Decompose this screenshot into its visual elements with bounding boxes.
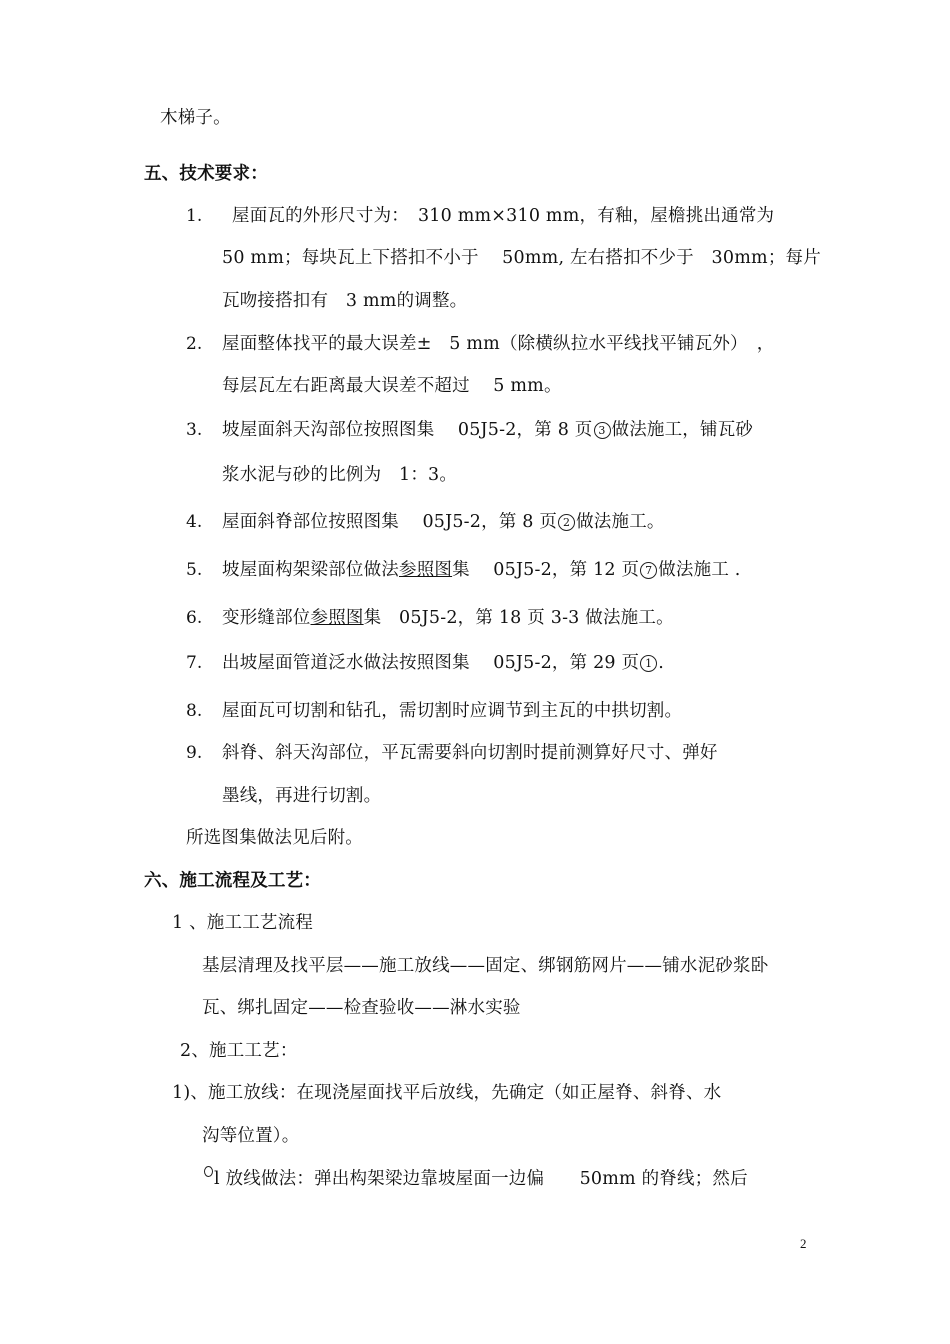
item-7-line-1 [222,651,664,675]
intro-line: 木梯子。 [160,108,231,128]
item-9-number: 9. [186,743,203,763]
section-5-heading: 五、技术要求： [144,164,268,184]
item-5-number: 5. [186,560,203,580]
item-1-line-3: 瓦吻接搭扣有 3 mm的调整。 [222,291,468,311]
item-6-number: 6. [186,608,203,628]
item-1-line-1: 屋面瓦的外形尺寸为： 310 mm×310 mm，有釉，屋檐挑出通常为 [232,206,775,226]
circled-number-3-icon: 3 [594,422,611,439]
item-7-text-a: 出坡屋面管道泛水做法按照图集 05J5-2，第 29 页 [222,653,640,673]
item-4-number: 4. [186,512,203,532]
item-3-line-2: 浆水泥与砂的比例为 1：3。 [222,465,458,485]
item-9-line-1: 斜脊、斜天沟部位，平瓦需要斜向切割时提前测算好尺寸、弹好 [222,743,718,763]
subsection-2-heading: 2、施工工艺： [180,1041,298,1061]
item-4-line-1 [222,510,665,534]
item-5-line-1 [222,558,741,582]
item-7-number: 7. [186,653,203,673]
item-8-number: 8. [186,701,203,721]
subsection-1-heading: 1 、施工工艺流程 [172,913,313,933]
circled-number-1-icon: 1 [640,655,657,672]
section-6-heading: 六、施工流程及工艺： [144,871,321,891]
item-3-text-a: 坡屋面斜天沟部位按照图集 05J5-2，第 8 页 [222,420,593,440]
item-6-underlined: 参照图 [310,608,364,628]
bullet-circle-icon [204,1166,213,1177]
item-9-line-2: 墨线，再进行切割。 [222,786,382,806]
item-2-line-1: 屋面整体找平的最大误差± 5 mm（除横纵拉水平线找平铺瓦外） ， [222,334,775,354]
step-1-line-1: 1)、施工放线：在现浇屋面找平后放线，先确定（如正屋脊、斜脊、水 [172,1083,722,1103]
item-8-line-1: 屋面瓦可切割和钻孔，需切割时应调节到主瓦的中拱切割。 [222,701,683,721]
process-flow-line-1: 基层清理及找平层——施工放线——固定、绑钢筋网片——铺水泥砂浆卧 [202,956,769,976]
item-3-line-1 [222,418,753,442]
item-4-text-a: 屋面斜脊部位按照图集 05J5-2，第 8 页 [222,512,558,532]
reference-note: 所选图集做法见后附。 [186,828,363,848]
item-4-text-b: 做法施工。 [576,512,665,532]
circled-number-2-icon: 2 [558,514,575,531]
item-5-text-a: 坡屋面构架梁部位做法 [222,560,399,580]
item-3-text-b: 做法施工，铺瓦砂 [611,420,754,440]
method-text: 放线做法：弹出构架梁边靠坡屋面一边偏 50mm 的脊线；然后 [219,1169,748,1189]
item-3-number: 3. [186,420,203,440]
item-5-text-c: 做法施工 . [658,560,741,580]
item-6-text-a: 变形缝部位 [222,608,311,628]
item-5-text-b: 集 05J5-2，第 12 页 [452,560,640,580]
step-1-method-line [204,1166,748,1191]
item-5-underlined: 参照图 [399,560,453,580]
item-6-text-b: 集 05J5-2，第 18 页 3-3 做法施工。 [363,608,674,628]
circled-number-7-icon: 7 [640,562,657,579]
item-1-line-2: 50 mm；每块瓦上下搭扣不小于 50mm, 左右搭扣不少于 30mm；每片 [222,248,821,268]
item-2-line-2: 每层瓦左右距离最大误差不超过 5 mm。 [222,376,562,396]
item-1-number: 1. [186,206,203,226]
bullet-marker: l [214,1169,220,1189]
item-6-line-1 [222,606,674,630]
process-flow-line-2: 瓦、绑扎固定——检查验收——淋水实验 [202,998,521,1018]
item-2-number: 2. [186,334,203,354]
item-7-text-b: . [658,653,664,673]
step-1-line-2: 沟等位置）。 [202,1126,300,1146]
page-number: 2 [800,1236,807,1251]
